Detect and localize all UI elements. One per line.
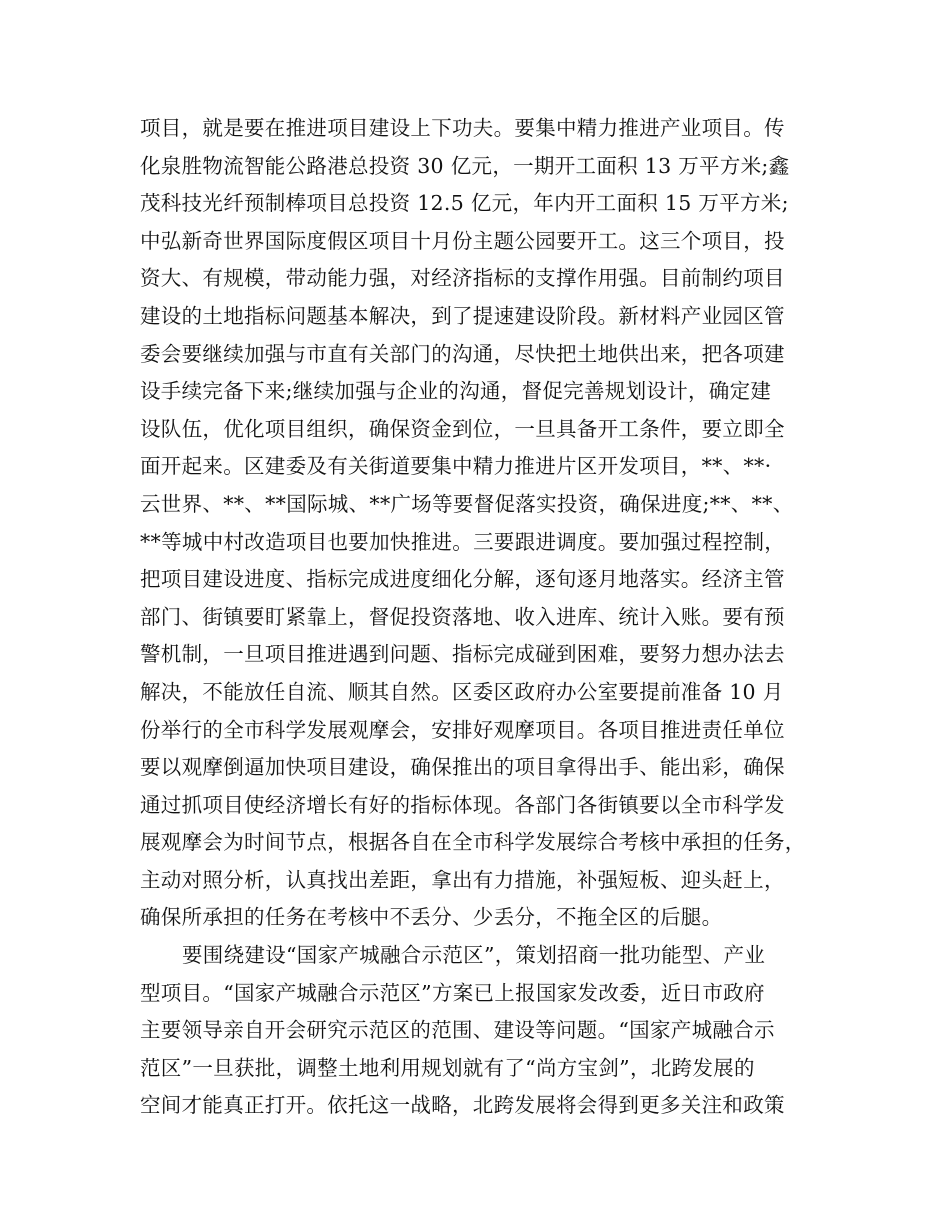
text-line: 要以观摩倒逼加快项目建设，确保推出的项目拿得出手、能出彩，确保 — [140, 755, 785, 780]
text-line: 警机制，一旦项目推进遇到问题、指标完成碰到困难，要努力想办法去 — [140, 642, 785, 667]
text-line: **等城中村改造项目也要加快推进。三要跟进调度。要加强过程控制， — [140, 529, 786, 554]
text-line: 展观摩会为时间节点，根据各自在全市科学发展综合考核中承担的任务， — [140, 830, 806, 855]
text-line: 设队伍，优化项目组织，确保资金到位，一旦具备开工条件，要立即全 — [140, 416, 785, 441]
text-line: 主要领导亲自开会研究示范区的范围、建设等问题。“国家产城融合示 — [140, 1018, 775, 1043]
text-line: 部门、街镇要盯紧靠上，督促投资落地、收入进库、统计入账。要有预 — [140, 604, 785, 629]
text-line: 主动对照分析，认真找出差距，拿出有力措施，补强短板、迎头赶上， — [140, 867, 785, 892]
text-line: 份举行的全市科学发展观摩会，安排好观摩项目。各项目推进责任单位 — [140, 717, 785, 742]
text-line: 把项目建设进度、指标完成进度细化分解，逐旬逐月地落实。经济主管 — [140, 567, 785, 592]
document-body — [140, 110, 840, 1125]
text-line: 云世界、**、**国际城、**广场等要督促落实投资，确保进度;**、**、 — [140, 491, 794, 516]
text-line: 建设的土地指标问题基本解决，到了提速建设阶段。新材料产业园区管 — [140, 303, 785, 328]
text-line: 化泉胜物流智能公路港总投资 30 亿元，一期开工面积 13 万平方米;鑫 — [140, 153, 790, 178]
text-line: 面开起来。区建委及有关街道要集中精力推进片区开发项目，**、**· — [140, 454, 772, 479]
text-line: 空间才能真正打开。依托这一战略，北跨发展将会得到更多关注和政策 — [140, 1093, 785, 1118]
text-line: 茂科技光纤预制棒项目总投资 12.5 亿元，年内开工面积 15 万平方米; — [140, 191, 789, 216]
text-line: 设手续完备下来;继续加强与企业的沟通，督促完善规划设计，确定建 — [140, 379, 772, 404]
text-line: 型项目。“国家产城融合示范区”方案已上报国家发改委，近日市政府 — [140, 980, 765, 1005]
text-line: 确保所承担的任务在考核中不丢分、少丢分，不拖全区的后腿。 — [140, 905, 723, 930]
paragraph-first-line: 要围绕建设“国家产城融合示范区”，策划招商一批功能型、产业 — [182, 943, 766, 968]
text-line: 解决，不能放任自流、顺其自然。区委区政府办公室要提前准备 10 月 — [140, 679, 784, 704]
text-line: 资大、有规模，带动能力强，对经济指标的支撑作用强。目前制约项目 — [140, 266, 785, 291]
text-line: 委会要继续加强与市直有关部门的沟通，尽快把土地供出来，把各项建 — [140, 341, 785, 366]
text-line: 中弘新奇世界国际度假区项目十月份主题公园要开工。这三个项目，投 — [140, 228, 785, 253]
text-line: 项目，就是要在推进项目建设上下功夫。要集中精力推进产业项目。传 — [140, 116, 785, 140]
text-line: 通过抓项目使经济增长有好的指标体现。各部门各街镇要以全市科学发 — [140, 792, 785, 817]
text-line: 范区”一旦获批，调整土地利用规划就有了“尚方宝剑”，北跨发展的 — [140, 1055, 755, 1080]
